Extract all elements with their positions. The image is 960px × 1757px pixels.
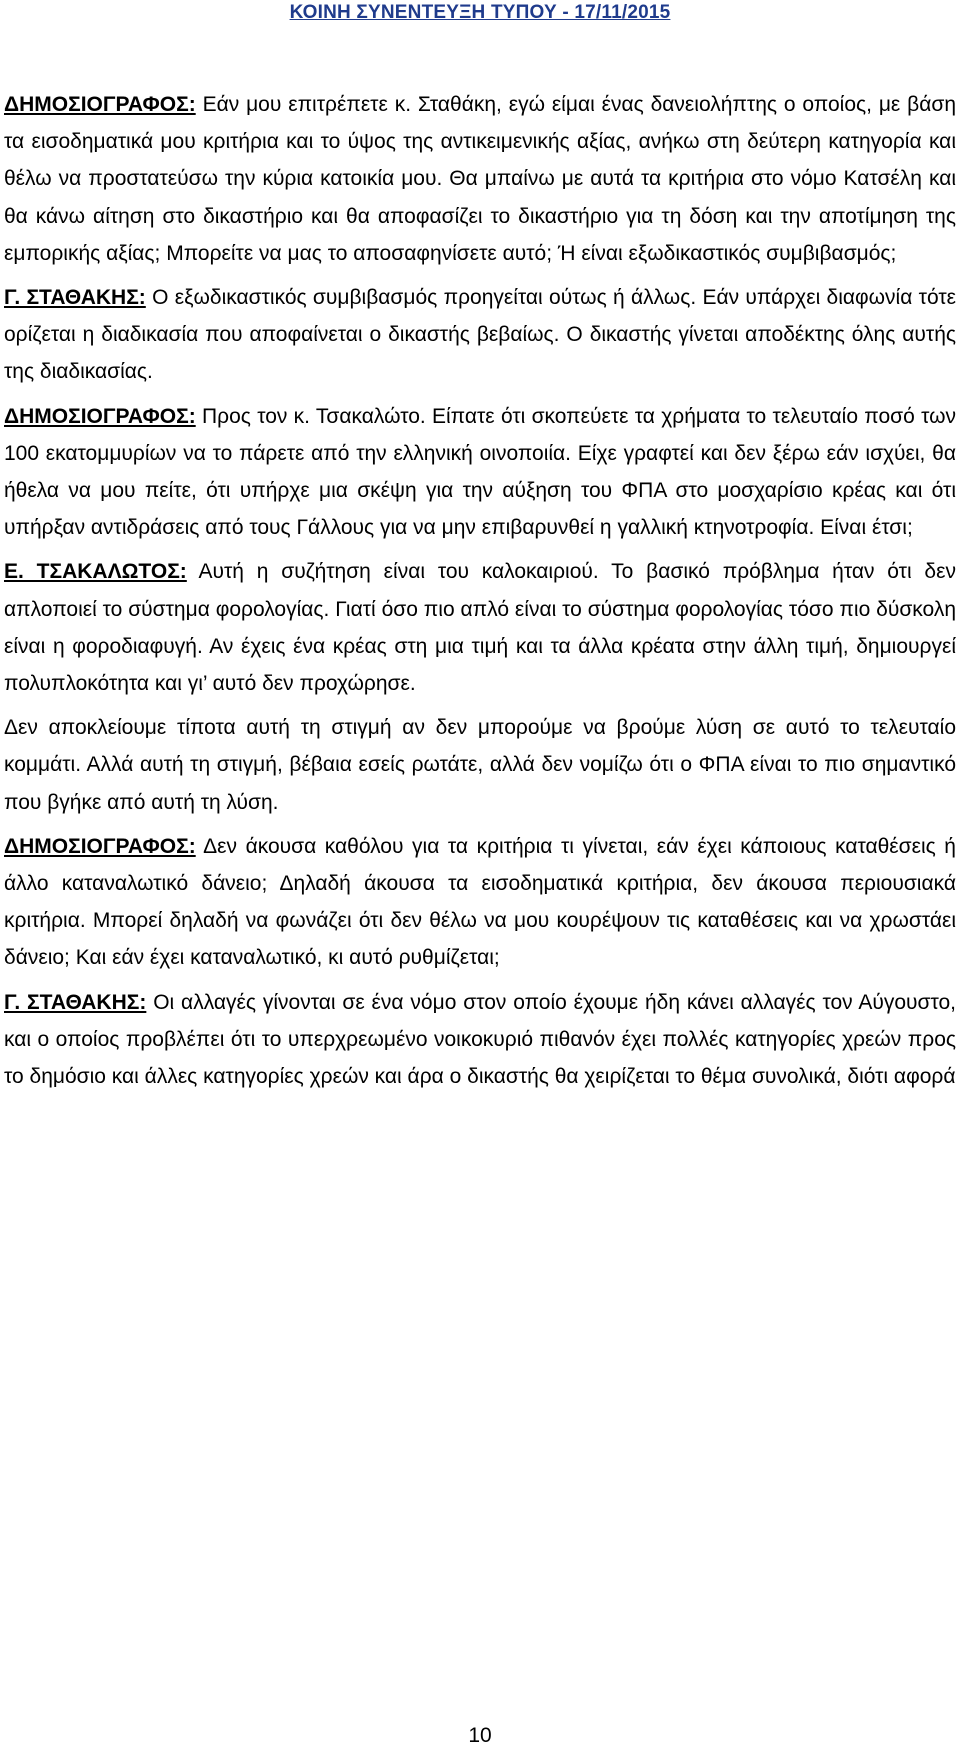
paragraph-text: Οι αλλαγές γίνονται σε ένα νόμο στον οποίο έχουμε ήδη κάνει αλλαγές τον Αύγουστο, και ο οποίος προβλέπει ότι το υπερχρεωμένο νοικοκυριό πιθανόν έχει πολλές κατηγορίες χρεών προς το δημόσιο και άλλες κατηγορίες χρεών και άρα ο δικαστής θα χειρίζεται το θέμα συνολικά, διότι αφορά [4,990,956,1089]
transcript-body [4,86,956,1102]
document-header [0,0,960,26]
paragraph-text: Αυτή η συζήτηση είναι του καλοκαιριού. Το βασικό πρόβλημα ήταν ότι δεν απλοποιεί το σύστημα φορολογίας. Γιατί όσο πιο απλό είναι το σύστημα φορολογίας τόσο πιο δύσκολη είναι η φοροδιαφυγή. Αν έχεις ένα κρέας στη μια τιμή και τα άλλα κρέατα στην άλλη τιμή, δημιουργεί πολυπλοκότητα και γι’ αυτό δεν προχώρησε. [4,560,956,696]
paragraph-text: Δεν άκουσα καθόλου για τα κριτήρια τι γίνεται, εάν έχει κάποιους καταθέσεις ή άλλο καταναλωτικό δάνειο; Δηλαδή άκουσα τα εισοδηματικά κριτήρια, δεν άκουσα περιουσιακά κριτήρια. Μπορεί δηλαδή να φωνάζει ότι δεν θέλω να μου κουρέψουν τις καταθέσεις και να χρωστάει δάνειο; Και εάν έχει καταναλωτικό, κι αυτό ρυθμίζεται; [4,834,956,970]
transcript-paragraph [4,984,956,1096]
speaker-label: Γ. ΣΤΑΘΑΚΗΣ: [4,990,147,1014]
paragraph-text: Ο εξωδικαστικός συμβιβασμός προηγείται ούτως ή άλλως. Εάν υπάρχει διαφωνία τότε ορίζεται η διαδικασία που αποφαίνεται ο δικαστής βεβαίως. Ο δικαστής γίνεται αποδέκτης όλης αυτής της διαδικασίας. [4,286,956,384]
speaker-label: ΔΗΜΟΣΙΟΓΡΑΦΟΣ: [4,93,196,116]
transcript-paragraph [4,553,956,702]
transcript-paragraph [4,398,956,547]
header-title: ΚΟΙΝΗ ΣΥΝΕΝΤΕΥΞΗ ΤΥΠΟΥ - 17/11/2015 [289,2,671,23]
transcript-paragraph [4,828,956,977]
transcript-paragraph [4,279,956,391]
speaker-label: Ε. ΤΣΑΚΑΛΩΤΟΣ: [4,560,187,584]
paragraph-text: Δεν αποκλείουμε τίποτα αυτή τη στιγμή αν δεν μπορούμε να βρούμε λύση σε αυτό το τελευταίο κομμάτι. Αλλά αυτή τη στιγμή, βέβαια εσείς ρωτάτε, αλλά δεν νομίζω ότι ο ΦΠΑ είναι το πιο σημαντικό που βγήκε από αυτή τη λύση. [4,716,956,814]
transcript-paragraph [4,709,956,821]
paragraph-text: Εάν μου επιτρέπετε κ. Σταθάκη, εγώ είμαι ένας δανειολήπτης ο οποίος, με βάση τα εισοδηματικά μου κριτήρια και το ύψος της αντικειμενικής αξίας, ανήκω στη δεύτερη κατηγορία και θέλω να προστατεύσω την κύρια κατοικία μου. Θα μπαίνω με αυτά τα κριτήρια στο νόμο Κατσέλη και θα κάνω αίτηση στο δικαστήριο και θα αποφασίζει το δικαστήριο για τη δόση και την αποτίμηση της εμπορικής αξίας; Μπορείτε να μας το αποσαφηνίσετε αυτό; Ή είναι εξωδικαστικός συμβιβασμός; [4,93,956,265]
speaker-label: Γ. ΣΤΑΘΑΚΗΣ: [4,286,146,310]
paragraph-text: Προς τον κ. Τσακαλώτο. Είπατε ότι σκοπεύετε τα χρήματα το τελευταίο ποσό των 100 εκατομμυρίων να το πάρετε από την ελληνική οινοποιία. Είχε γραφτεί και δεν ξέρω εάν ισχύει, θα ήθελα να μου πείτε, ότι υπήρχε μια σκέψη για την αύξηση του ΦΠΑ στο μοσχαρίσιο κρέας και ότι υπήρξαν αντιδράσεις από τους Γάλλους για να μην επιβαρυνθεί η γαλλική κτηνοτροφία. Είναι έτσι; [4,404,956,540]
speaker-label: ΔΗΜΟΣΙΟΓΡΑΦΟΣ: [4,404,196,428]
speaker-label: ΔΗΜΟΣΙΟΓΡΑΦΟΣ: [4,834,196,858]
page-number: 10 [468,1724,492,1747]
transcript-paragraph [4,86,956,272]
